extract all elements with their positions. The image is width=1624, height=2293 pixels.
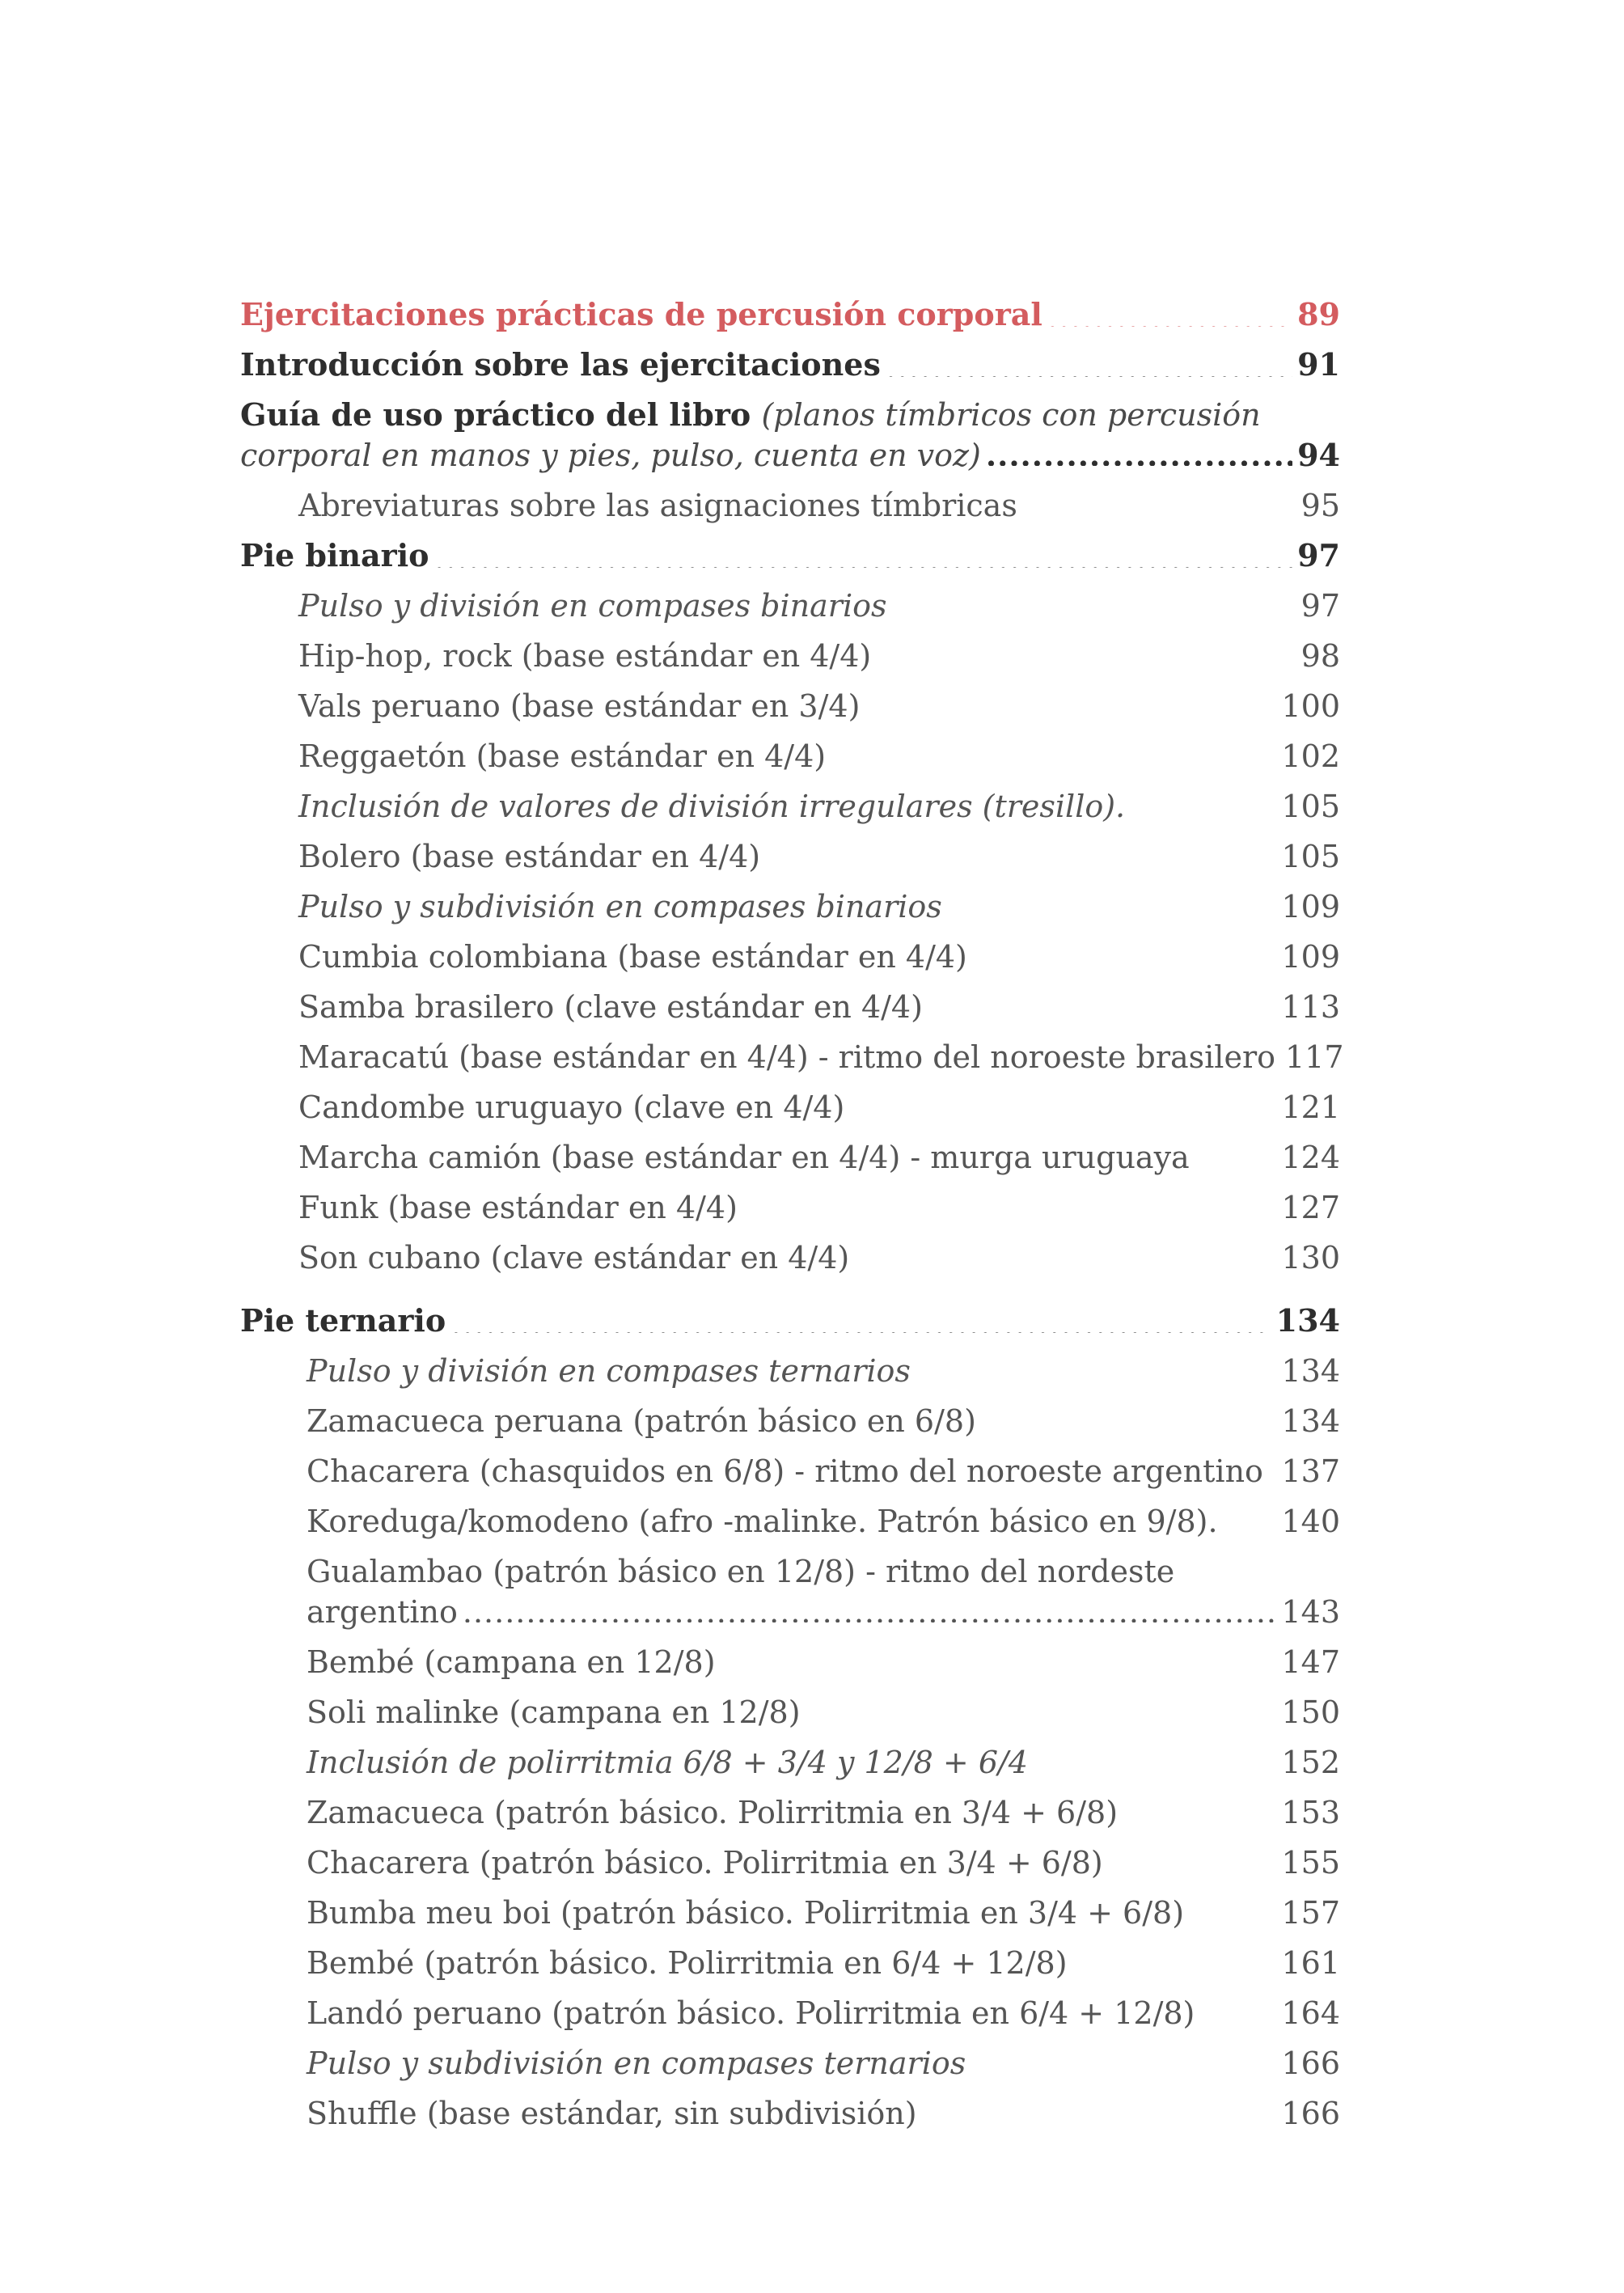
toc-entry[interactable] — [298, 731, 1340, 781]
toc-entry[interactable] — [298, 1233, 1340, 1283]
toc-entry-page: 91 — [1297, 346, 1340, 383]
dot-leader — [1033, 1744, 1276, 1775]
toc-entry[interactable] — [298, 882, 1340, 932]
dot-leader — [986, 435, 1292, 466]
dot-leader — [1195, 1139, 1277, 1170]
toc-entry-heading[interactable] — [240, 395, 1340, 476]
toc-entry-title: argentino — [307, 1594, 458, 1630]
toc-entry-page: 134 — [1281, 1353, 1340, 1389]
toc-entry-page: 109 — [1281, 939, 1340, 975]
toc-entry-page: 137 — [1281, 1453, 1340, 1489]
toc-entry[interactable] — [298, 1082, 1340, 1132]
toc-entry[interactable] — [307, 1787, 1340, 1838]
toc-entry-title: Pulso y división en compases ternarios — [307, 1353, 911, 1389]
toc-entry-title: Cumbia colombiana (base estándar en 4/4) — [298, 939, 967, 975]
toc-entry-heading[interactable] — [240, 1296, 1340, 1346]
toc-entry[interactable] — [307, 1687, 1340, 1737]
toc-entry-title: Funk (base estándar en 4/4) — [298, 1190, 738, 1225]
toc-entry-title: Reggaetón (base estándar en 4/4) — [298, 738, 827, 774]
toc-entry-page: 97 — [1300, 588, 1340, 624]
toc-entry-heading[interactable] — [240, 531, 1340, 581]
dot-leader — [1022, 487, 1296, 518]
dot-leader — [854, 1239, 1276, 1270]
dot-leader — [865, 687, 1276, 718]
toc-entry-page: 121 — [1281, 1089, 1340, 1125]
toc-entry-title: Soli malinke (campana en 12/8) — [307, 1694, 801, 1730]
toc-entry[interactable] — [307, 2038, 1340, 2088]
toc-entry[interactable] — [307, 1737, 1340, 1787]
toc-entry-page: 152 — [1281, 1745, 1340, 1780]
toc-entry-title: Chacarera (patrón básico. Polirritmia en 3/4 + 6/8) — [307, 1845, 1103, 1881]
toc-entry-title: Chacarera (chasquidos en 6/8) - ritmo del noroeste argentino — [307, 1453, 1263, 1489]
toc-entry-page: 150 — [1281, 1694, 1340, 1730]
toc-entry-page: 102 — [1281, 738, 1340, 774]
toc-entry[interactable] — [307, 1396, 1340, 1446]
dot-leader — [971, 2045, 1276, 2075]
toc-entry-page: 113 — [1281, 989, 1340, 1025]
toc-entry-title: Pulso y división en compases binarios — [298, 588, 887, 624]
toc-entry[interactable] — [307, 1838, 1340, 1888]
toc-entry-heading[interactable] — [240, 340, 1340, 390]
toc-entry-page: 109 — [1281, 889, 1340, 924]
toc-entry-title: Landó peruano (patrón básico. Polirritmia en 6/4 + 12/8) — [307, 1995, 1195, 2031]
toc-entry-page: 100 — [1281, 688, 1340, 724]
toc-entry-title: Bolero (base estándar en 4/4) — [298, 839, 761, 874]
dot-leader — [981, 1402, 1277, 1433]
dot-leader — [876, 637, 1296, 668]
toc-entry-page: 140 — [1281, 1504, 1340, 1539]
toc-entry-page: 164 — [1281, 1995, 1340, 2031]
toc-entry[interactable] — [307, 1551, 1340, 1632]
toc-entry-title: Samba brasilero (clave estándar en 4/4) — [298, 989, 923, 1025]
toc-entry-title: Guía de uso práctico del libro — [240, 396, 762, 433]
toc-entry-title: Son cubano (clave estándar en 4/4) — [298, 1240, 850, 1276]
toc-entry-title: Marcha camión (base estándar en 4/4) - murga uruguaya — [298, 1140, 1190, 1175]
toc-entry[interactable] — [298, 480, 1340, 531]
toc-entry[interactable] — [307, 1637, 1340, 1687]
toc-entry-page: 153 — [1281, 1795, 1340, 1830]
toc-entry-title: Vals peruano (base estándar en 3/4) — [298, 688, 861, 724]
toc-entry-title: Pie binario — [240, 537, 429, 573]
toc-entry[interactable] — [298, 681, 1340, 731]
toc-entry-page: 134 — [1281, 1403, 1340, 1439]
toc-entry-title: Ejercitaciones prácticas de percusión corporal — [240, 296, 1042, 332]
toc-entry[interactable] — [298, 932, 1340, 982]
toc-entry[interactable] — [298, 982, 1340, 1032]
toc-entry-page: 130 — [1281, 1240, 1340, 1276]
dot-leader — [742, 1189, 1277, 1220]
toc-entry-page: 95 — [1300, 488, 1340, 523]
dot-leader — [1108, 1844, 1277, 1875]
toc-entry-title: Maracatú (base estándar en 4/4) - ritmo del noroeste brasilero — [298, 1039, 1275, 1075]
toc-entry-page: 124 — [1281, 1140, 1340, 1175]
toc-entry-title: Zamacueca (patrón básico. Polirritmia en 3/4 + 6/8) — [307, 1795, 1119, 1830]
toc-entry[interactable] — [307, 2088, 1340, 2139]
dot-leader — [765, 838, 1276, 869]
toc-entry-title: Pulso y subdivisión en compases binarios — [298, 889, 942, 924]
dot-leader — [1223, 1503, 1277, 1534]
toc-entry-page: 127 — [1281, 1190, 1340, 1225]
toc-entry-page: 97 — [1297, 537, 1340, 573]
dot-leader — [1072, 1944, 1277, 1975]
toc-entry-title: Introducción sobre las ejercitaciones — [240, 346, 881, 383]
dot-leader — [916, 1352, 1277, 1383]
toc-entry-title: Pulso y subdivisión en compases ternarios — [307, 2046, 966, 2081]
dot-leader — [1189, 1894, 1276, 1925]
toc-entry-page: 89 — [1297, 296, 1340, 332]
dot-leader — [972, 938, 1277, 969]
toc-entry-page: 94 — [1297, 437, 1340, 473]
toc-entry-title: Bembé (campana en 12/8) — [307, 1644, 716, 1680]
toc-entry[interactable] — [298, 831, 1340, 882]
dot-leader — [891, 587, 1296, 618]
dot-leader — [1047, 296, 1292, 327]
toc-entry-page: 166 — [1281, 2046, 1340, 2081]
toc-entry-title: Candombe uruguayo (clave en 4/4) — [298, 1089, 845, 1125]
dot-leader — [450, 1302, 1271, 1333]
toc-entry[interactable] — [298, 631, 1340, 681]
dot-leader — [1199, 1995, 1276, 2025]
dot-leader — [831, 738, 1276, 768]
toc-entry-page: 117 — [1284, 1039, 1344, 1075]
dot-leader — [463, 1592, 1277, 1622]
toc-entry-subtitle: corporal en manos y pies, pulso, cuenta en voz) — [240, 438, 981, 473]
toc-entry-title: Zamacueca peruana (patrón básico en 6/8) — [307, 1403, 976, 1439]
toc-entry[interactable] — [298, 781, 1340, 831]
toc-entry-page: 98 — [1300, 638, 1340, 674]
dot-leader — [1123, 1794, 1276, 1825]
toc-entry[interactable] — [307, 1988, 1340, 2038]
toc-entry-page: 134 — [1275, 1302, 1340, 1339]
toc-entry[interactable] — [298, 1132, 1340, 1182]
toc-entry-title: Gualambao (patrón básico en 12/8) - ritmo del nordeste — [307, 1554, 1175, 1589]
toc-entry[interactable] — [298, 1182, 1340, 1233]
toc-entry[interactable] — [307, 1888, 1340, 1938]
toc-entry[interactable] — [307, 1346, 1340, 1396]
toc-entry-title: Hip-hop, rock (base estándar en 4/4) — [298, 638, 872, 674]
dot-leader — [433, 537, 1292, 568]
toc-entry-page: 147 — [1281, 1644, 1340, 1680]
toc-entry-subtitle: (planos tímbricos con percusión — [761, 397, 1261, 433]
dot-leader — [886, 346, 1292, 377]
dot-leader — [721, 1644, 1277, 1674]
toc-entry[interactable] — [307, 1446, 1340, 1496]
toc-entry-title: Bumba meu boi (patrón básico. Polirritmia en 3/4 + 6/8) — [307, 1895, 1185, 1931]
dot-leader — [922, 2095, 1277, 2126]
toc-entry-page: 143 — [1281, 1594, 1340, 1630]
toc-entry-title: Koreduga/komodeno (afro -malinke. Patrón básico en 9/8). — [307, 1504, 1218, 1539]
toc-entry-title: Bembé (patrón básico. Polirritmia en 6/4 + 12/8) — [307, 1945, 1068, 1981]
toc-entry-section[interactable] — [240, 290, 1340, 340]
toc-entry-page: 166 — [1281, 2096, 1340, 2131]
toc-entry[interactable] — [307, 1938, 1340, 1988]
toc-entry[interactable] — [298, 1032, 1344, 1082]
dot-leader — [928, 988, 1277, 1019]
toc-entry-page: 105 — [1281, 839, 1340, 874]
toc-entry-title: Abreviaturas sobre las asignaciones tímbricas — [298, 488, 1017, 523]
toc-entry[interactable] — [298, 581, 1340, 631]
dot-leader — [1268, 1453, 1277, 1483]
table-of-contents — [240, 290, 1344, 2139]
toc-entry-page: 157 — [1281, 1895, 1340, 1931]
toc-entry-title: Inclusión de valores de división irregulares (tresillo). — [298, 789, 1126, 824]
toc-entry-title: Inclusión de polirritmia 6/8 + 3/4 y 12/8 + 6/4 — [307, 1745, 1028, 1780]
dot-leader — [947, 888, 1277, 919]
toc-entry[interactable] — [307, 1496, 1340, 1546]
dot-leader — [806, 1694, 1277, 1724]
toc-entry-page: 161 — [1281, 1945, 1340, 1981]
toc-entry-title: Pie ternario — [240, 1302, 446, 1339]
toc-entry-title: Shuffle (base estándar, sin subdivisión) — [307, 2096, 917, 2131]
toc-entry-page: 105 — [1281, 789, 1340, 824]
dot-leader — [1130, 788, 1276, 819]
toc-entry-page: 155 — [1281, 1845, 1340, 1881]
dot-leader — [849, 1089, 1276, 1119]
